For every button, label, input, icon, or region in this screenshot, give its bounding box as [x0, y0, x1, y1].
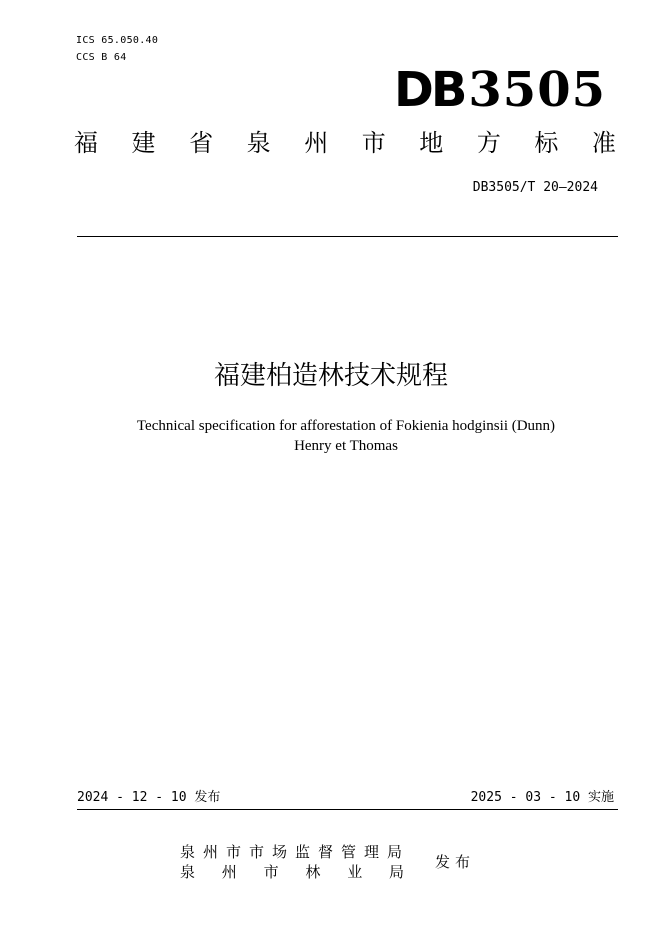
english-title-line-2: Henry et Thomas [294, 438, 398, 454]
implementation-date: 2025 - 03 - 10 实施 [470, 790, 614, 805]
issue-action-label: 发布 [435, 853, 476, 871]
issuer-char: 市 [263, 863, 279, 881]
standard-type-char: 省 [189, 129, 214, 157]
standard-type-char: 市 [361, 129, 386, 157]
standard-type-char: 方 [476, 129, 501, 157]
issuer-char: 业 [347, 863, 363, 881]
standard-type-heading [72, 128, 618, 158]
header-divider [77, 236, 618, 237]
standard-type-char: 州 [304, 129, 329, 157]
chinese-title: 福建柏造林技术规程 [213, 361, 448, 391]
classification-codes [76, 32, 158, 66]
standard-type-char: 福 [74, 129, 98, 157]
db-logo-letters: DB [393, 62, 465, 118]
standard-type-char: 泉 [246, 129, 271, 157]
standard-type-char: 标 [534, 129, 559, 157]
db-logo [394, 62, 606, 118]
standard-type-char: 地 [419, 129, 444, 157]
issuer-char: 林 [305, 863, 321, 881]
issue-date: 2024 - 12 - 10 发布 [77, 790, 221, 805]
standard-type-char: 准 [591, 129, 616, 157]
issuer-forestry-bureau [180, 862, 404, 882]
standard-type-char: 建 [131, 129, 156, 157]
standard-number: DB3505/T 20—2024 [472, 180, 598, 195]
issuer-char: 州 [221, 863, 237, 881]
issuing-authorities [180, 842, 404, 882]
issuer-char: 局 [388, 863, 404, 881]
issuer-char: 泉 [180, 863, 196, 881]
english-title-line-1: Technical specification for afforestation of Fokienia hodginsii (Dunn) [136, 418, 556, 434]
english-title [80, 416, 612, 456]
issuer-market-regulation: 泉州市市场监督管理局 [180, 843, 404, 861]
db-logo-number: 3505 [468, 62, 606, 118]
ics-code: ICS 65.050.40 [76, 35, 159, 46]
ccs-code: CCS B 64 [76, 52, 127, 63]
footer-divider [77, 809, 618, 810]
